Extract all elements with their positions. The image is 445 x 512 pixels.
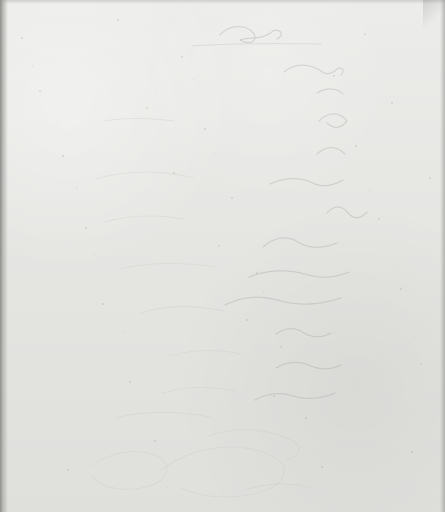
page-top-edge [0, 0, 445, 4]
page-corner-shadow [423, 0, 445, 28]
page-left-edge [0, 0, 8, 512]
page-right-edge [440, 0, 445, 512]
